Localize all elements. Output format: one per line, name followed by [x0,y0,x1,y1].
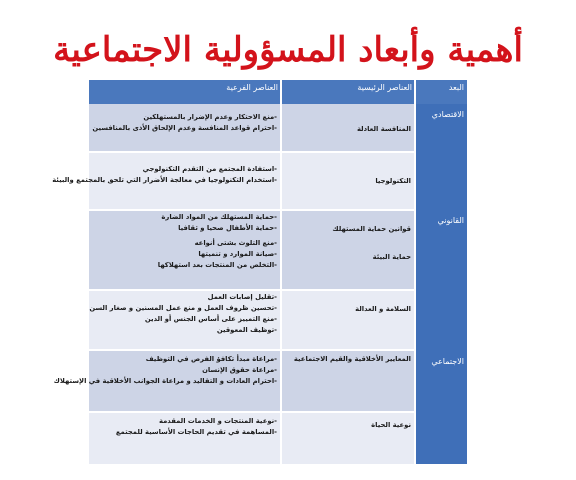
column-divider [280,80,282,464]
header-sub: العناصر الفرعية [89,80,281,104]
list-item: -المساهمة في تقديم الحاجات الأساسية للمجتمع [115,428,277,436]
list-item: -تحسين ظروف العمل و منع عمل المسنين و صغار السن [89,304,277,312]
row-divider [89,209,415,211]
list-item: -منع الاحتكار وعدم الإضرار بالمستهلكين [143,113,277,121]
list-item: -استخدام التكنولوجيا في معالجة الأضرار التي تلحق بالمجتمع والبيئة [52,176,277,184]
list-item: -احترام قواعد المنافسة وعدم الإلحاق الأذى بالمنافسين [92,124,277,132]
main-cell: المنافسة العادلة [281,104,415,152]
list-item: -حماية الأطفال صحيا و ثقافيا [178,224,277,232]
sub-cell [89,412,281,464]
list-item: -نوعية المنتجات و الخدمات المقدمة [158,417,277,425]
list-item: -تقليل إصابات العمل [207,293,277,301]
responsibility-table [52,80,467,464]
dimension-legal: القانوني [437,216,464,225]
sub-cell [89,290,281,350]
list-item: -احترام العادات و التقاليد و مراعاة الجوانب الأخلاقية في الإستهلاك [53,377,277,385]
main-cell: السلامة و العدالة [281,290,415,350]
row-divider [89,151,415,153]
main-cell: المعايير الأخلاقية والقيم الاجتماعية [281,350,415,412]
row-divider [89,289,415,291]
list-item: -استفادة المجتمع من التقدم التكنولوجي [142,165,277,173]
sub-cell [89,236,281,290]
main-cell: نوعية الحياة [281,412,415,464]
row-divider [89,349,415,351]
header-main: العناصر الرئيسية [281,80,415,104]
list-item: -صيانة الموارد و تنميتها [198,250,277,258]
sub-cell [89,210,281,236]
header-dimension: البعد [415,80,467,104]
column-divider [414,80,416,464]
list-item: -التخلص من المنتجات بعد استهلاكها [157,261,277,269]
main-cell: قوانين حماية المستهلك [281,210,415,236]
list-item: -حماية المستهلك من المواد الضارة [161,213,277,221]
list-item: -مراعاة حقوق الإنسان [202,366,277,374]
main-cell: حماية البيئة [281,236,415,290]
list-item: -توظيف المعوقين [216,326,277,334]
dimension-column [415,104,467,464]
sub-cell [52,152,281,210]
list-item: -منع التمييز على أساس الجنس أو الدين [144,315,277,323]
sub-cell [89,104,281,152]
list-item: -مراعاة مبدأ تكافؤ الفرص في التوظيف [145,355,277,363]
row-divider [89,411,415,413]
list-item: -منع التلوث بشتى أنواعه [194,239,277,247]
dimension-social: الاجتماعي [431,357,464,366]
dimension-economic: الاقتصادي [431,110,464,119]
sub-cell [53,350,281,412]
page-title: أهمية وأبعاد المسؤولية الاجتماعية [53,30,523,70]
main-cell: التكنولوجيا [281,152,415,210]
